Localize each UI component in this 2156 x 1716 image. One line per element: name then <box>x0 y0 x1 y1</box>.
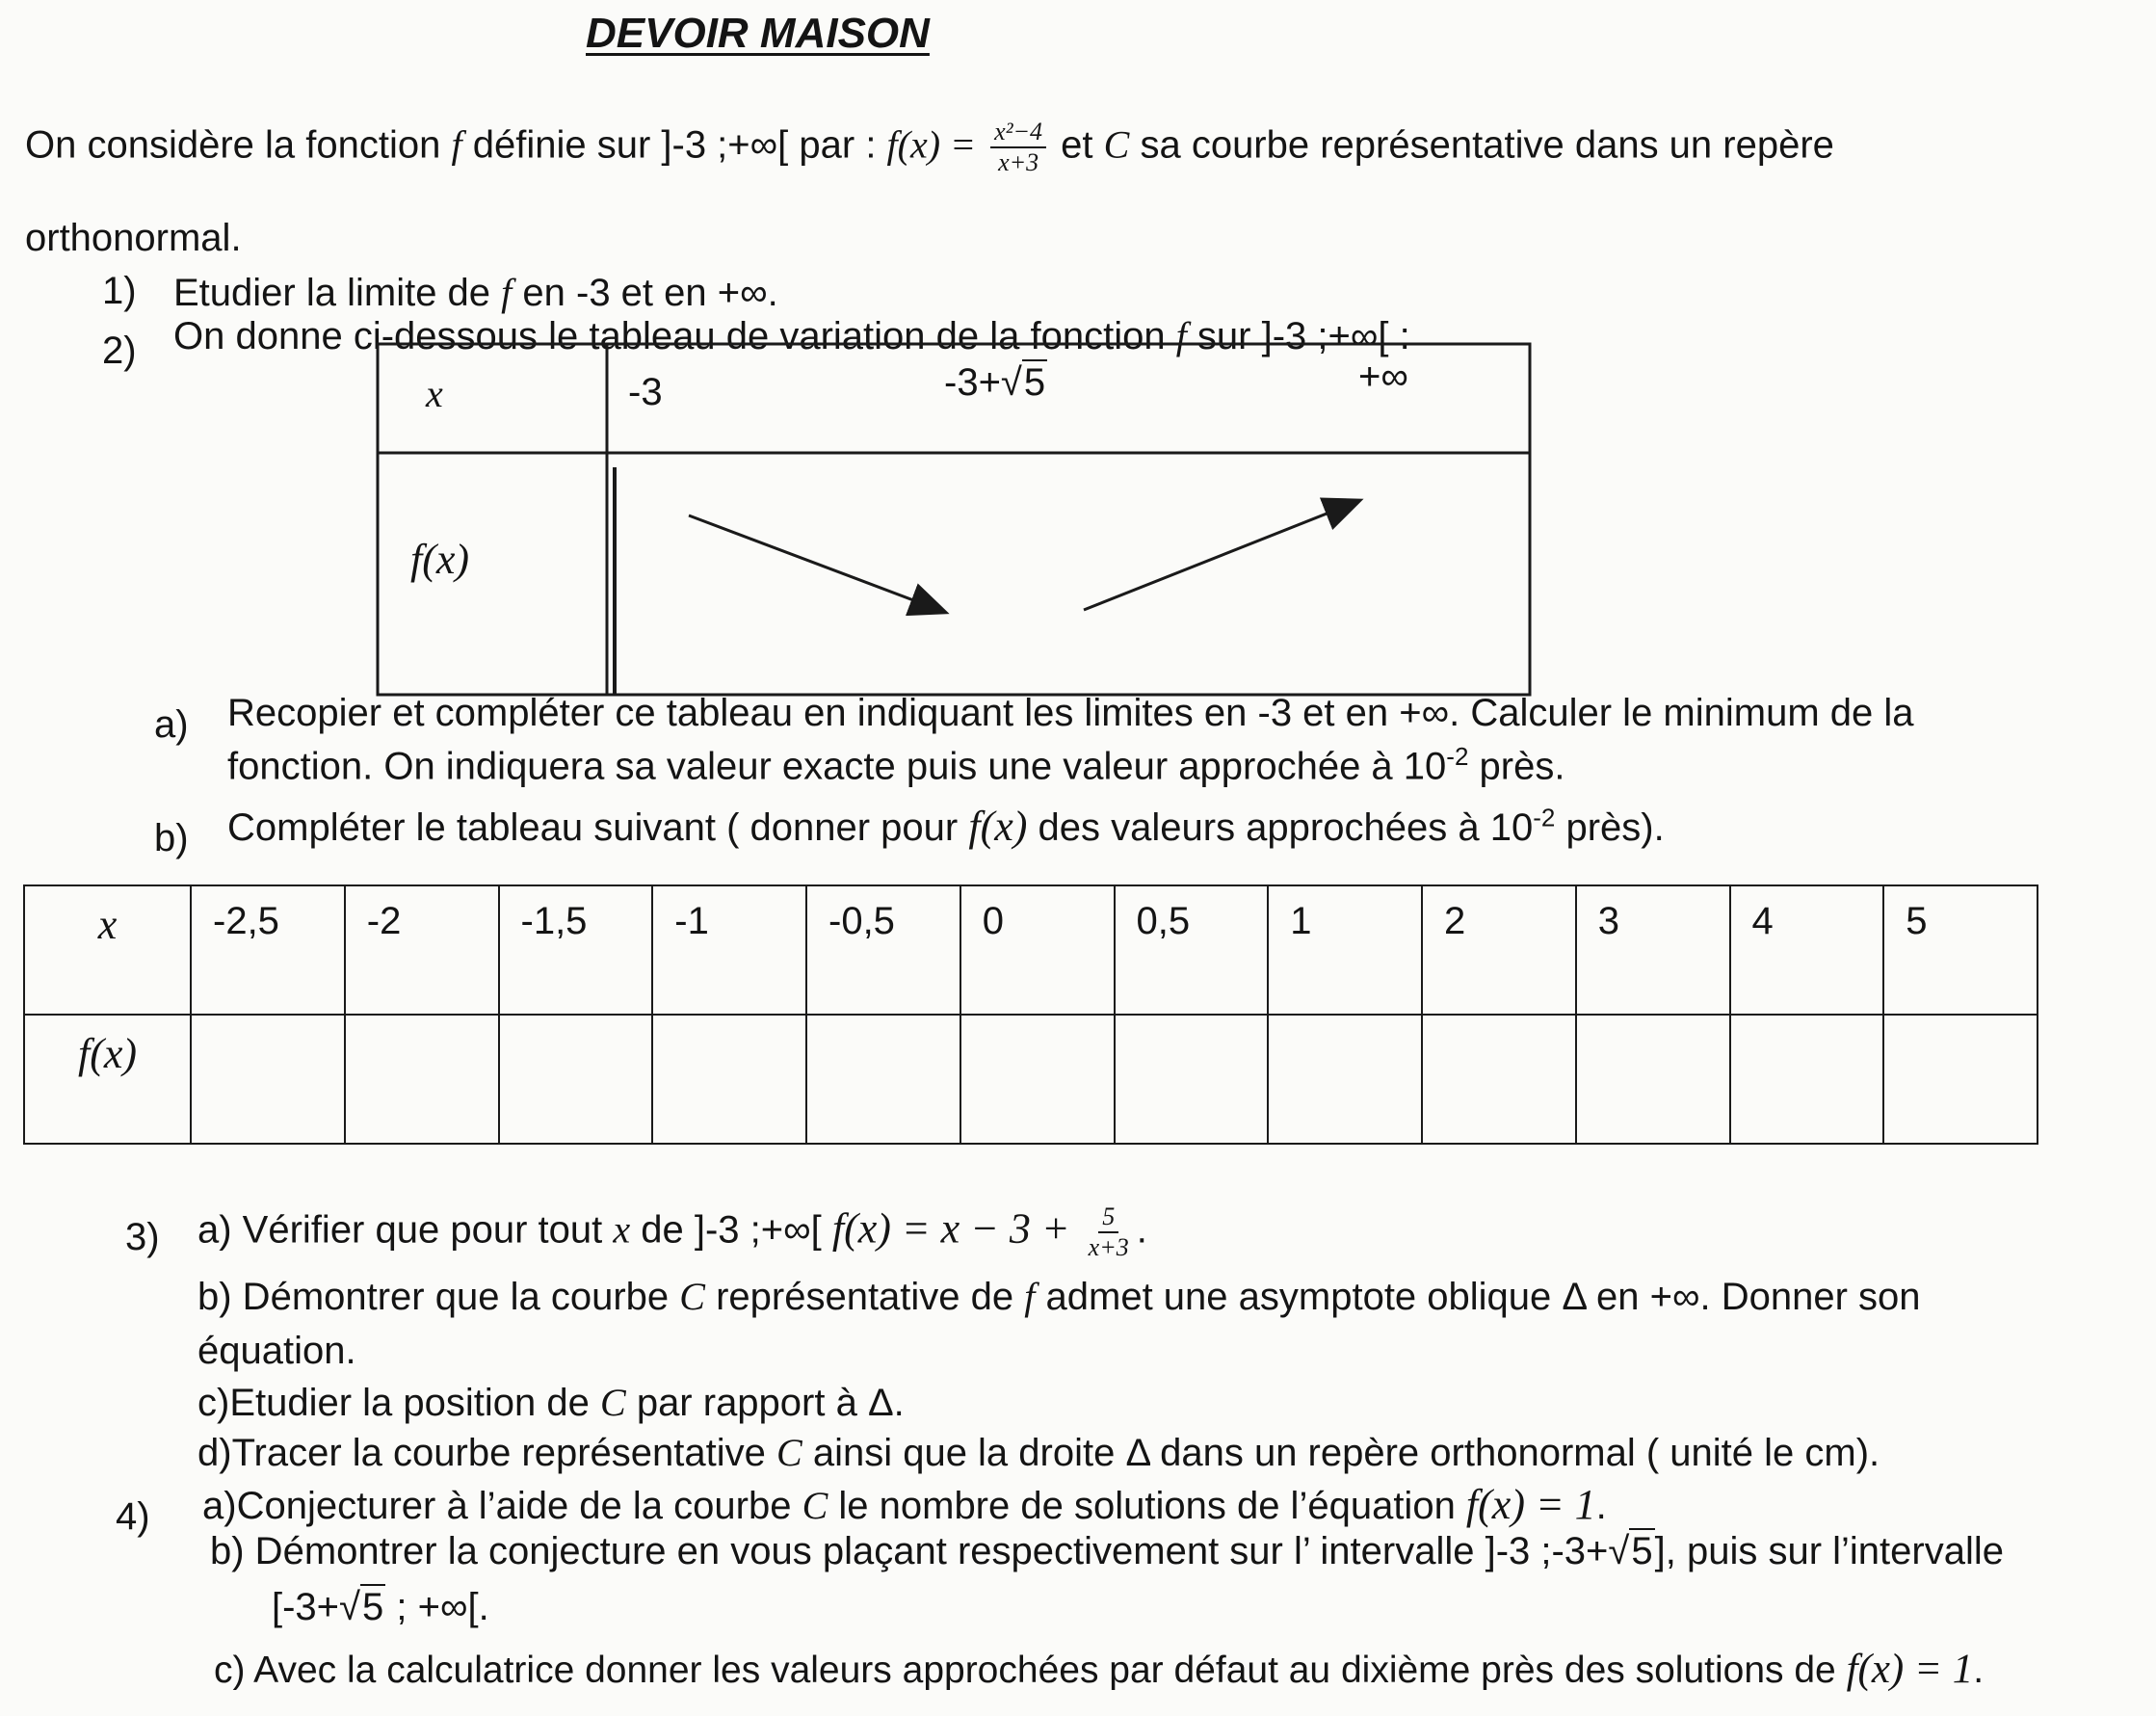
fx-value-cell[interactable] <box>191 1015 345 1144</box>
q3a-text-2: de ]-3 ;+∞[ <box>630 1208 832 1252</box>
variation-table <box>376 342 1532 697</box>
q4a-line <box>202 1480 1607 1529</box>
values-row-x <box>24 885 2038 1015</box>
q2b-text-b: des valeurs approchées à 10 <box>1027 806 1534 849</box>
q4b-line-2 <box>272 1586 489 1629</box>
q3b-curve: C <box>679 1275 705 1318</box>
q4a-text-1: a)Conjecturer à l’aide de la courbe <box>202 1485 802 1527</box>
q4c-text-1: c) Avec la calculatrice donner les valeurs approchées par défaut au dixième près des solutions de <box>214 1650 1847 1691</box>
fx-value-cell[interactable] <box>1268 1015 1422 1144</box>
q3b-text-1: b) Démontrer que la courbe <box>197 1276 680 1318</box>
q3a-line <box>197 1202 1147 1262</box>
q4b-line-2-radicand: 5 <box>362 1586 384 1628</box>
intro-text-2: définie sur ]-3 ;+∞[ par : <box>461 123 887 167</box>
q4a-text-2: le nombre de solutions de l’équation <box>828 1485 1466 1527</box>
q3b-line-1 <box>197 1274 1921 1319</box>
q3d-line <box>197 1430 1880 1475</box>
q3a-frac-den: x+3 <box>1088 1232 1129 1261</box>
q3c-line <box>197 1380 905 1425</box>
function-fraction <box>990 118 1046 177</box>
fx-value-cell[interactable] <box>499 1015 653 1144</box>
q2a-line-1: Recopier et compléter ce tableau en indiquant les limites en -3 et en +∞. Calculer le minimum de la <box>227 692 1914 734</box>
increasing-arrow <box>1084 501 1358 610</box>
values-table <box>23 884 2038 1145</box>
question-2-number: 2) <box>102 330 137 372</box>
q3a-formula: f(x) = x − 3 + <box>831 1204 1070 1253</box>
q2b-label: b) <box>154 817 189 859</box>
q1-text-a: Etudier la limite de <box>173 272 502 314</box>
q2b-text <box>227 802 1665 851</box>
q2-text-a: On donne ci-dessous le tableau de variation de la fonction <box>173 315 1176 357</box>
q2a-label: a) <box>154 703 189 746</box>
x-value-cell: 5 <box>1883 885 2038 1015</box>
q4a-curve: C <box>802 1484 828 1527</box>
values-header-fx: f(x) <box>24 1015 191 1144</box>
q3b-line-2: équation. <box>197 1330 356 1372</box>
q2b-text-c: près). <box>1555 806 1665 849</box>
intro-text-1: On considère la fonction <box>25 123 452 167</box>
q4c-line <box>214 1646 1984 1693</box>
intro-line-2: orthonormal. <box>25 217 242 259</box>
q4b-text-2: ], puis sur l’intervalle <box>1654 1530 2004 1572</box>
x-value-cell: 4 <box>1730 885 1884 1015</box>
fx-value-cell[interactable] <box>1422 1015 1576 1144</box>
q4b-line-2-b: ; +∞[. <box>385 1586 489 1628</box>
q4b-line-2-a: [-3+√ <box>272 1586 360 1628</box>
values-header-x: x <box>24 885 191 1015</box>
q2a-line-2-end: près. <box>1468 745 1565 788</box>
values-row-fx <box>24 1015 2038 1144</box>
fx-value-cell[interactable] <box>1115 1015 1269 1144</box>
q4c-end: . <box>1973 1650 1985 1691</box>
intro-text-3: et <box>1050 123 1104 167</box>
q1-function-symbol: f <box>501 271 513 314</box>
q4b-line-1 <box>210 1530 2004 1573</box>
question-4-number: 4) <box>116 1495 150 1538</box>
fx-value-cell[interactable] <box>806 1015 960 1144</box>
x-value-cell: -2,5 <box>191 885 345 1015</box>
q2a-line-2-text: fonction. On indiquera sa valeur exacte puis une valeur approchée à 10 <box>227 745 1447 788</box>
q2a-exponent: -2 <box>1446 742 1469 771</box>
q4a-equation: f(x) = 1 <box>1465 1481 1596 1528</box>
x-value-cell: -1 <box>652 885 806 1015</box>
question-3-number: 3) <box>125 1216 160 1258</box>
question-1-text <box>173 270 778 315</box>
x-value-cell: -0,5 <box>806 885 960 1015</box>
q2-text-b: sur ]-3 ;+∞[ : <box>1186 315 1410 357</box>
q2b-text-a: Compléter le tableau suivant ( donner pour <box>227 806 969 849</box>
variation-header-fx: f(x) <box>410 536 470 583</box>
page-title: DEVOIR MAISON <box>586 10 930 57</box>
q1-text-b: en -3 et en +∞. <box>512 272 778 314</box>
fx-value-cell[interactable] <box>1576 1015 1730 1144</box>
q3c-text-2: par rapport à Δ. <box>625 1382 905 1424</box>
question-1-number: 1) <box>102 270 137 312</box>
variation-header-x: x <box>426 372 443 415</box>
function-symbol: f <box>451 122 462 167</box>
q3a-x: x <box>613 1207 631 1252</box>
q3b-function: f <box>1024 1275 1036 1318</box>
q2b-fx: f(x) <box>968 803 1028 850</box>
q2b-exponent: -2 <box>1533 803 1556 832</box>
q3a-fraction <box>1085 1202 1133 1262</box>
fx-value-cell[interactable] <box>960 1015 1115 1144</box>
x-value-cell: 0,5 <box>1115 885 1269 1015</box>
q3c-curve: C <box>600 1381 626 1424</box>
q4b-radicand: 5 <box>1631 1530 1653 1572</box>
q3b-text-2: représentative de <box>704 1276 1025 1318</box>
q3c-text-1: c)Etudier la position de <box>197 1382 601 1424</box>
function-lhs: f(x) = <box>886 122 977 167</box>
fx-value-cell[interactable] <box>345 1015 499 1144</box>
x-value-cell: 0 <box>960 885 1115 1015</box>
q4b-text-1: b) Démontrer la conjecture en vous plaçant respectivement sur l’ intervalle ]-3 ;-3+√ <box>210 1530 1630 1572</box>
x-value-cell: 1 <box>1268 885 1422 1015</box>
q3a-text: a) Vérifier que pour tout <box>197 1208 614 1252</box>
x-mid-radicand: 5 <box>1023 361 1046 404</box>
q3d-text-1: d)Tracer la courbe représentative <box>197 1432 777 1474</box>
x-value-cell: 2 <box>1422 885 1576 1015</box>
q4a-end: . <box>1595 1485 1607 1527</box>
decreasing-arrow <box>689 515 944 612</box>
fraction-denominator: x+3 <box>998 147 1039 176</box>
x-value-cell: 3 <box>1576 885 1730 1015</box>
fx-value-cell[interactable] <box>1730 1015 1884 1144</box>
q4c-equation: f(x) = 1 <box>1846 1647 1974 1692</box>
q2-function-symbol: f <box>1175 314 1187 357</box>
variation-x-end: +∞ <box>1358 356 1408 398</box>
fx-value-cell[interactable] <box>1883 1015 2038 1144</box>
x-value-cell: -1,5 <box>499 885 653 1015</box>
variation-x-mid <box>944 361 1047 405</box>
x-value-cell: -2 <box>345 885 499 1015</box>
q3b-text-3: admet une asymptote oblique Δ en +∞. Donner son <box>1035 1276 1921 1318</box>
x-mid-prefix: -3+√ <box>944 361 1022 404</box>
q3a-end: . <box>1136 1208 1147 1252</box>
fx-value-cell[interactable] <box>652 1015 806 1144</box>
variation-x-start: -3 <box>628 371 663 413</box>
q3d-curve: C <box>776 1431 802 1474</box>
intro-line-1 <box>25 118 1834 177</box>
intro-text-4: sa courbe représentative dans un repère <box>1129 123 1834 167</box>
q3d-text-2: ainsi que la droite Δ dans un repère orthonormal ( unité le cm). <box>802 1432 1880 1474</box>
q3a-frac-num: 5 <box>1098 1202 1118 1233</box>
curve-symbol: C <box>1103 122 1130 167</box>
q2a-line-2 <box>227 742 1564 788</box>
fraction-numerator: x²−4 <box>990 118 1046 148</box>
